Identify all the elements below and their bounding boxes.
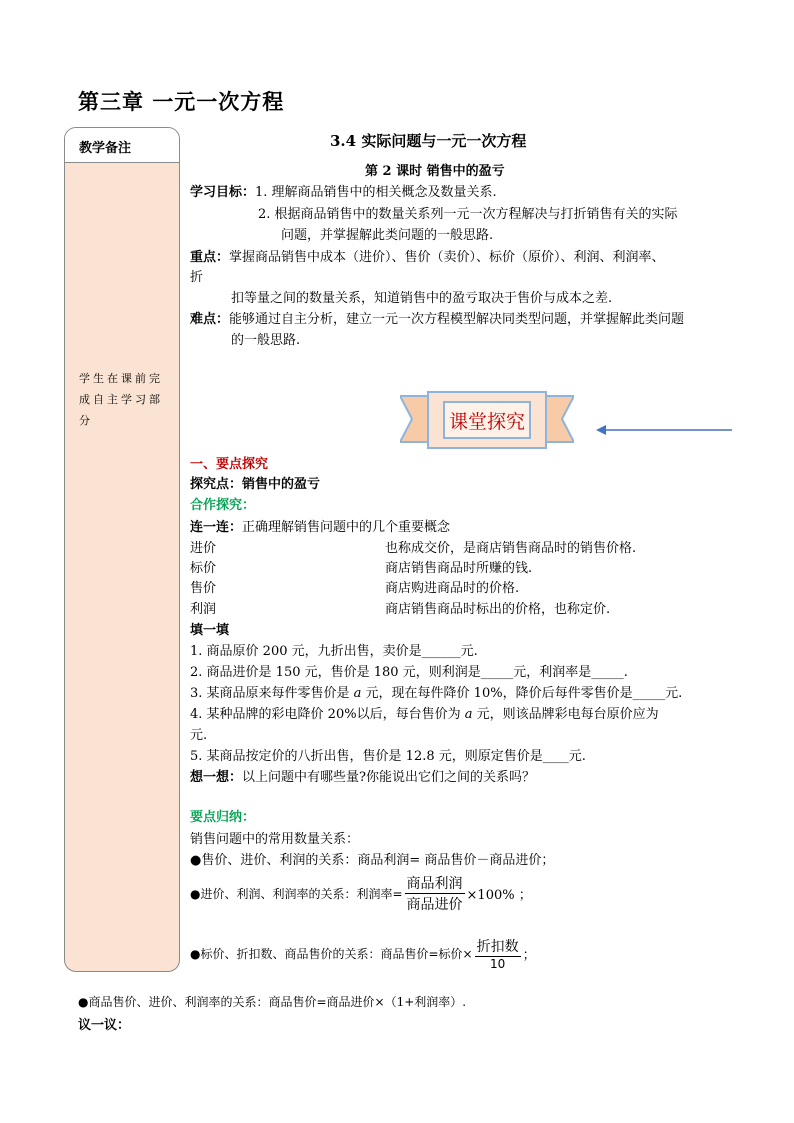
section-title: 3.4 实际问题与一元一次方程 <box>330 132 527 150</box>
key-point-line3: 扣等量之间的数量关系，知道销售中的盈亏取决于售价与成本之差. <box>231 291 613 306</box>
relation-2-denominator: 商品进价 <box>406 897 463 913</box>
relation-3-suffix: ； <box>522 948 536 963</box>
relation-2-suffix: ×100% ； <box>466 888 532 903</box>
match-label: 连一连： <box>190 520 243 535</box>
relation-3-numerator: 折扣数 <box>475 936 521 957</box>
difficulty-line1 <box>190 308 684 327</box>
key-point-line1 <box>190 246 665 265</box>
sidebar-note: 学生在课前完成自主学习部分 <box>79 372 163 427</box>
key-point-text: 掌握商品销售中成本（进价）、售价（卖价）、标价（原价）、利润、利润率、 <box>229 250 665 265</box>
match-left-2: 标价 <box>190 561 217 576</box>
relation-4: ●商品售价、进价、利润率的关系：商品售价=商品进价×（1+利润率）. <box>78 995 467 1009</box>
summary-label: 要点归纳： <box>190 810 256 825</box>
relation-2-fraction <box>405 873 465 914</box>
classroom-explore-banner <box>400 388 574 458</box>
relation-2-prefix: ●进价、利润、利润率的关系：利润率= <box>190 887 403 901</box>
fill-question-5: 5. 某商品按定价的八折出售，售价是 12.8 元，则原定售价是____元. <box>190 749 586 764</box>
part1-heading: 一、要点探究 <box>190 457 269 472</box>
difficulty-line2: 的一般思路. <box>231 333 301 348</box>
explore-point: 探究点：销售中的盈亏 <box>190 477 321 492</box>
objectives-label: 学习目标： <box>190 185 256 200</box>
match-right-4: 商店销售商品时标出的价格，也称定价. <box>385 602 611 617</box>
match-left-3: 售价 <box>190 581 217 596</box>
relation-3-denominator: 10 <box>489 957 506 971</box>
fill-question-3: 3. 某商品原来每件零售价是 𝑎 元，现在每件降价 10%，降价后每件零售价是_____元. <box>190 686 683 701</box>
key-point-label: 重点： <box>190 250 230 265</box>
pointer-arrow-icon <box>594 422 734 438</box>
match-right-3: 商店购进商品时的价格. <box>385 581 520 596</box>
fill-question-4-line1: 4. 某种品牌的彩电降价 20%以后，每台售价为 𝑎 元，则该品牌彩电每台原价应为 <box>190 707 659 722</box>
chapter-title: 第三章 一元一次方程 <box>78 89 285 114</box>
relation-3 <box>190 936 536 971</box>
match-right-1: 也称成交价，是商店销售商品时的销售价格. <box>385 541 637 556</box>
cooperate-label: 合作探究： <box>190 498 256 513</box>
relation-2-numerator: 商品利润 <box>405 873 465 894</box>
summary-intro: 销售问题中的常用数量关系： <box>190 832 360 847</box>
discuss-label: 议一议： <box>78 1018 131 1033</box>
lesson-title: 第 2 课时 销售中的盈亏 <box>365 164 505 179</box>
think-text: 以上问题中有哪些量?你能说出它们之间的关系吗？ <box>242 770 535 785</box>
relation-1: ●售价、进价、利润的关系：商品利润= 商品售价－商品进价； <box>190 853 555 868</box>
relation-2 <box>190 873 532 914</box>
objective-2-line2: 问题，并掌握解此类问题的一般思路. <box>281 228 494 243</box>
match-right-2: 商店销售商品时所赚的钱. <box>385 561 533 576</box>
match-instruction: 正确理解销售问题中的几个重要概念 <box>242 520 451 535</box>
fill-question-1: 1. 商品原价 200 元，九折出售，卖价是______元. <box>190 644 478 659</box>
relation-3-fraction <box>475 936 521 971</box>
banner-text: 课堂探究 <box>448 411 526 433</box>
difficulty-label: 难点： <box>190 312 230 327</box>
teaching-notes-sidebar <box>64 127 180 972</box>
match-left-1: 进价 <box>190 541 217 556</box>
sidebar-header-label: 教学备注 <box>79 141 132 156</box>
match-instruction-line <box>190 516 450 535</box>
fill-heading: 填一填 <box>190 623 230 638</box>
sidebar-header <box>65 128 179 163</box>
relation-3-prefix: ●标价、折扣数、商品售价的关系：商品售价=标价× <box>190 947 473 961</box>
objective-2-line1: 2. 根据商品销售中的数量关系列一元一次方程解决与打折销售有关的实际 <box>258 207 678 222</box>
fill-question-4-line2: 元. <box>190 728 208 743</box>
objective-1: 1. 理解商品销售中的相关概念及数量关系. <box>255 185 497 200</box>
think-line <box>190 766 535 785</box>
difficulty-text: 能够通过自主分析，建立一元一次方程模型解决同类型问题，并掌握解此类问题 <box>229 312 685 327</box>
fill-question-2: 2. 商品进价是 150 元，售价是 180 元，则利润是_____元，利润率是_____. <box>190 665 628 680</box>
key-point-line2: 折 <box>190 270 204 285</box>
objectives-line1 <box>190 181 497 200</box>
match-left-4: 利润 <box>190 602 217 617</box>
think-label: 想一想： <box>190 770 243 785</box>
